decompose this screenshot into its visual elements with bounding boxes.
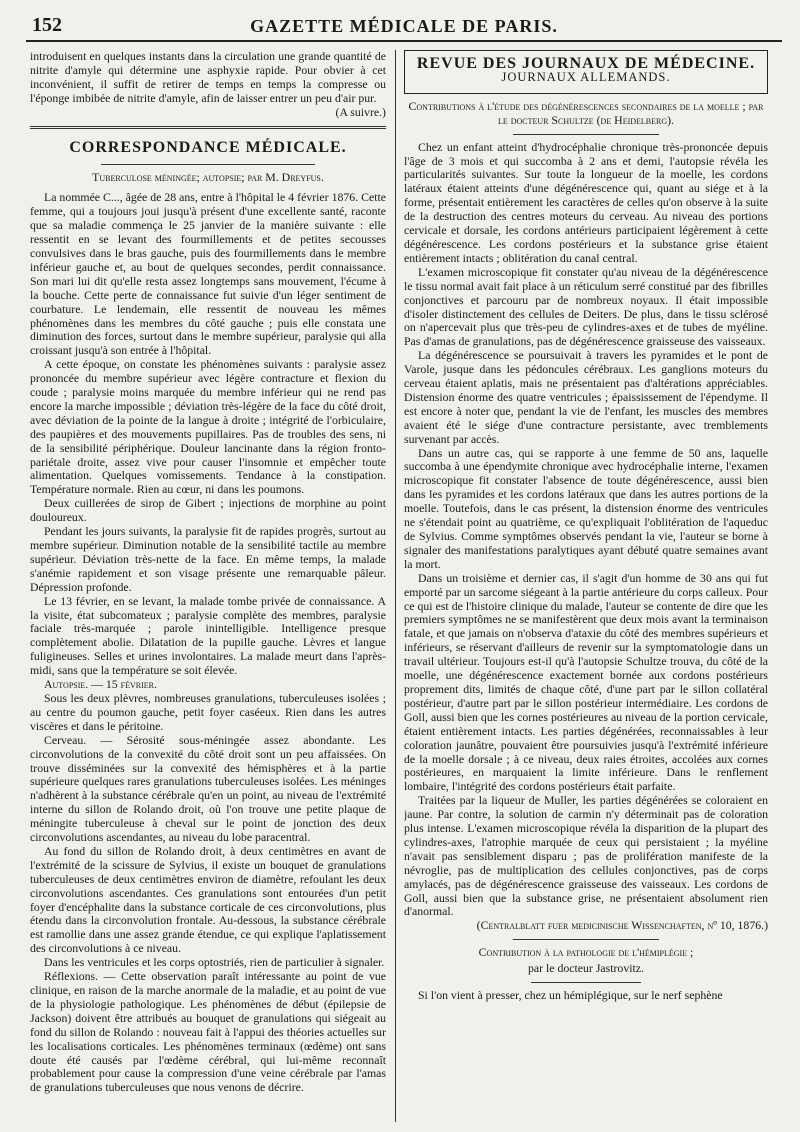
right-column	[404, 50, 768, 1122]
article2-head-line1: Contribution à la pathologie de l'hémiplégie ;	[478, 945, 694, 960]
source-citation: (Centralblatt fuer medicinische Wissenchaften, nº 10, 1876.)	[476, 918, 768, 933]
running-title: GAZETTE MÉDICALE DE PARIS.	[250, 16, 558, 36]
paragraph: Sous les deux plèvres, nombreuses granulations, tuberculeuses isolées ; au centre du poumon gauche, petit foyer caséeux. Rien dans les autres viscères et dans le péritoine.	[30, 690, 386, 733]
continuation-text: introduisent en quelques instants dans la circulation une grande quantité de nitrite d'amyle qui détermine une asphyxie rapide. Pour obvier à cet inconvénient, il suffit de retirer de temps en temps la compresse ou l'éponge imbibée de nitrite d'amyle, afin de laisser entrer un peu d'air pur.	[30, 50, 386, 105]
paragraph: Dans un troisième et dernier cas, il s'agit d'un homme de 30 ans qui fut emporté par un sarcome siégeant à la partie antérieure du corps calleux. Pour ce qui est de l'histoire clinique du malade, l'auteur se contente de dire que les premiers symptômes ne se manifestèrent que deux mois avant la terminaison fatale, et que jamais on n'observa d'ataxie du côté des membres supérieurs et inférieurs, se réservant d'ailleurs de revenir sur la symptomatologie dans un travail ultérieur. Toujours est-il qu'à l'autopsie Schultze trouva, du côté de la moelle, une dégénérescence exactement bornée aux cordons postérieurs proprement dits, limités de chaque côté, d'une part par le sillon collatéral postérieur, d'autre part par le sillon postérieur intermédiaire. Les cordons de Goll, aussi bien que les cornes postérieures au niveau de la portion cervicale, étaient entièrement intacts. Les parties dégénérées, reconnaissables à leur coloration jaunâtre, pouvaient être poursuivies jusqu'à l'extrémité inférieure de la moelle dorsale ; à ce niveau, deux raies étroites, accolées aux cornes postérieures, en marquaient la limite inférieure. Dans le renflement lombaire, l'intégrité des cordons postérieurs était parfaite.	[404, 570, 768, 794]
autopsie-heading: Autopsie. — 15 février.	[44, 677, 157, 692]
paragraph: Dans un autre cas, qui se rapporte à une femme de 50 ans, laquelle succomba à une épendymite chronique avec hydrocéphalie interne, l'examen microscopique fit constater l'absence de toute dégénérescence, aussi bien dans les pyramides et les cordons latéraux que dans les autres portions de la moelle. Toutefois, dans le cas présent, la distension énorme des ventricules ne s'étendait point au quatrième, ce qu'expliquait l'oblitération de l'aqueduc de Sylvius. Comme symptômes observés pendant la vie, l'auteur se borne à signaler des manifestations paralytiques ayant débuté quatre semaines avant la mort.	[404, 445, 768, 571]
paragraph: Chez un enfant atteint d'hydrocéphalie chronique très-prononcée depuis l'âge de 3 mois et qui succomba à 2 ans et demi, l'autopsie révéla les particularités suivantes. Sur toute la longueur de la moelle, les cordons latéraux étaient atteints d'une dégénérescence qui, quant au siége et à la forme, présentait entièrement les caractères de celles qu'on observe à la suite de la destruction des centres moteurs du cerveau. Au niveau des portions cervicale et dorsale, les cordons antérieurs participaient légèrement à cette dégénérescence. Les cordons postérieurs et la substance grise étaient entièrement intacts ; oblitération du canal central.	[404, 139, 768, 265]
column-divider	[395, 50, 396, 1122]
paragraph-reflexions: Réflexions. — Cette observation paraît intéressante au point de vue clinique, en raison de la marche anormale de la maladie, et au point de vue de la physiologie pathologique. Les phénomènes de début (épilepsie de Jackson) doivent être attribués au bouquet de granulations qui siégeait au fond du sillon de Rolando : nouveau fait à l'appui des théories actuelles sur les localisations corticales. Les phénomènes terminaux (œdème) ont sans doute été causés par l'œdème cérébral, qui lui-même reconnaît probablement pour cause la compression d'une veine cérébrale par l'amas de granulations tuberculeuses que nous venons de décrire.	[30, 969, 386, 1095]
paragraph: Deux cuillerées de sirop de Gibert ; injections de morphine au point douloureux.	[30, 496, 386, 525]
paragraph: La nommée C..., âgée de 28 ans, entre à l'hôpital le 4 février 1876. Cette femme, qui a toujours joui jusqu'à présent d'une excellente santé, raconte que sa maladie commença le 25 janvier de la manière suivante : elle ressentit en se levant des fourmillements et de petites secousses convulsives dans le bras gauche, puis des fourmillements dans le membre inférieur gauche et, au bout de quelques secondes, perdit connaissance. Son mari lui dit qu'elle resta assez longtemps sans mouvement, l'écume à la bouche. Cette perte de connaissance fut suivie d'un léger sentiment de courbature. Le lendemain, elle ressentit de nouveau les mêmes phénomènes dans les membres du côté gauche ; puis elle constata une diminution des forces, surtout dans le membre supérieur, paralysie qui alla croissant jusqu'à son entrée à l'hôpital.	[30, 190, 386, 358]
section-title-correspondance: CORRESPONDANCE MÉDICALE.	[69, 138, 347, 156]
revue-box	[404, 50, 768, 94]
paragraph: A cette époque, on constate les phénomènes suivants : paralysie assez prononcée du membre supérieur avec légère contracture et flexion du coude ; paralysie moins marquée du membre inférieur qui ne rend pas encore la marche impossible ; déviation très-légère de la face du côté droit, avec déviation de la pointe de la langue à droite ; intégrité de l'orbiculaire, des paupières et des mouvements pupillaires. Pas de troubles des sens, ni de la sensibilité périphérique. Douleur lancinante dans la région fronto-pariétale droite, assez vive pour causer l'insomnie et empêcher toute alimentation. Quelques vomissements. Tendance à la constipation. Température normale. Rien au cœur, ni dans les poumons.	[30, 357, 386, 497]
article-rule	[531, 982, 640, 983]
section-box	[30, 135, 386, 159]
paragraph: Pendant les jours suivants, la paralysie fit de rapides progrès, surtout au membre supérieur. Diminution notable de la sensibilité tactile au membre supérieur. Déviation très-nette de la face. En même temps, la malade s'anémie rapidement et son visage présente une remarquable pâleur. Dépression profonde.	[30, 524, 386, 594]
article-rule	[513, 939, 659, 940]
paragraph: Cerveau. — Sérosité sous-méningée assez abondante. Les circonvolutions de la convexité du côté droit sont un peu affaissées. On trouve disséminées sur la convexité des hémisphères et à la partie supérieure quelques rares granulations tuberculeuses isolées. Les méninges n'adhèrent à la substance cérébrale qu'en un point, au niveau de l'extrémité interne du sillon de Rolando droit, où l'on trouve une petite plaque de méningite tuberculeuse à cheval sur le point de jonction des deux circonvolutions ascendantes, au niveau du lobe paracentral.	[30, 732, 386, 845]
a-suivre: (A suivre.)	[335, 104, 386, 119]
paragraph: Traitées par la liqueur de Muller, les parties dégénérées se coloraient en jaune. Par contre, la solution de carmin n'y déterminait pas de coloration plus intense. L'examen microscopique révéla la disparition de la plupart des cylindres-axes, l'atrophie marquée de ceux qui persistaient ; la myéline n'avait pas sensiblement disparu ; pas de prolifération manifeste de la névroglie, pas de multiplication des cellules conjonctives, pas de corps amylacés, pas de dégénérescence graisseuse des vaisseaux. Les cordons de Goll, aussi bien que la substance grise, ne présentaient absolument rien d'anormal.	[404, 793, 768, 919]
left-column	[30, 50, 386, 1122]
page-header	[26, 14, 782, 42]
paragraph: Dans les ventricules et les corps optostriés, rien de particulier à signaler.	[44, 955, 385, 970]
page-number: 152	[32, 14, 62, 36]
article-rule	[513, 134, 659, 135]
paragraph: La dégénérescence se poursuivait à travers les pyramides et le pont de Varole, jusque dans les pédoncules cérébraux. Les ganglions moteurs du cerveau étaient aplatis, mais ne présentaient pas d'altérations appréciables. Distension énorme des quatre ventricules ; épaississement de l'épendyme. Il est encore à noter que, pendant la vie de l'enfant, les muscles des membres avaient été le siége d'une contracture persistante, avec tremblements survenant par accès.	[404, 348, 768, 446]
last-line: Si l'on vient à presser, chez un hémiplégique, sur le nerf sephène	[418, 988, 723, 1003]
section-subtitle: JOURNAUX ALLEMANDS.	[501, 69, 671, 84]
section-rule	[30, 126, 386, 129]
article-head-dreyfus: Tuberculose méningée; autopsie; par M. Dreyfus.	[92, 170, 324, 185]
title-underline	[101, 164, 315, 165]
paragraph: Au fond du sillon de Rolando droit, à deux centimètres en avant de l'extrémité de la scissure de Sylvius, il existe un bouquet de granulations tuberculeuses de deux centimètres environ de diamètre, refoulant les deux circonvolutions ascendantes. Ces granulations sont entourées d'un petit foyer d'encéphalite dans la substance corticale de ces circonvolutions, plus étendu dans la circonvolution frontale. Au-dessous, la substance cérébrale est ramollie dans une assez grande étendue, ce qui explique l'aplatissement des circonvolutions à ce niveau.	[30, 843, 386, 956]
paragraph: Le 13 février, en se levant, la malade tombe privée de connaissance. A la visite, état subcomateux ; paralysie complète des membres, paralysie faciale très-marquée ; parole inintelligible. Intelligence presque complètement abolie. Dilatation de la pupille gauche. Lèvres et langue fuligineuses. Selles et urines involontaires. La malade meurt dans l'après-midi, sans que la température se soit élevée.	[30, 593, 386, 678]
article-head-schultze: Contributions à l'étude des dégénérescences secondaires de la moelle ; par le docteur Schultze (de Heidelberg).	[408, 98, 764, 127]
article2-head-line2: par le docteur Jastrovitz.	[528, 961, 644, 976]
paragraph: L'examen microscopique fit constater qu'au niveau de la dégénérescence le tissu normal avait fait place à un réticulum serré constitué par des fibrilles conjonctives et parcouru par de nombreux noyaux. Il était impossible d'isoler distinctement des cellules de Deiters. De plus, dans le tissu sclérosé on n'apercevait plus que très-peu de cylindres-axes et de tubes de myéline. Pas d'amas de granulations, pas de dégénérescence graisseuse des vaisseaux.	[404, 264, 768, 349]
section-title-revue: REVUE DES JOURNAUX DE MÉDECINE.	[416, 55, 756, 72]
